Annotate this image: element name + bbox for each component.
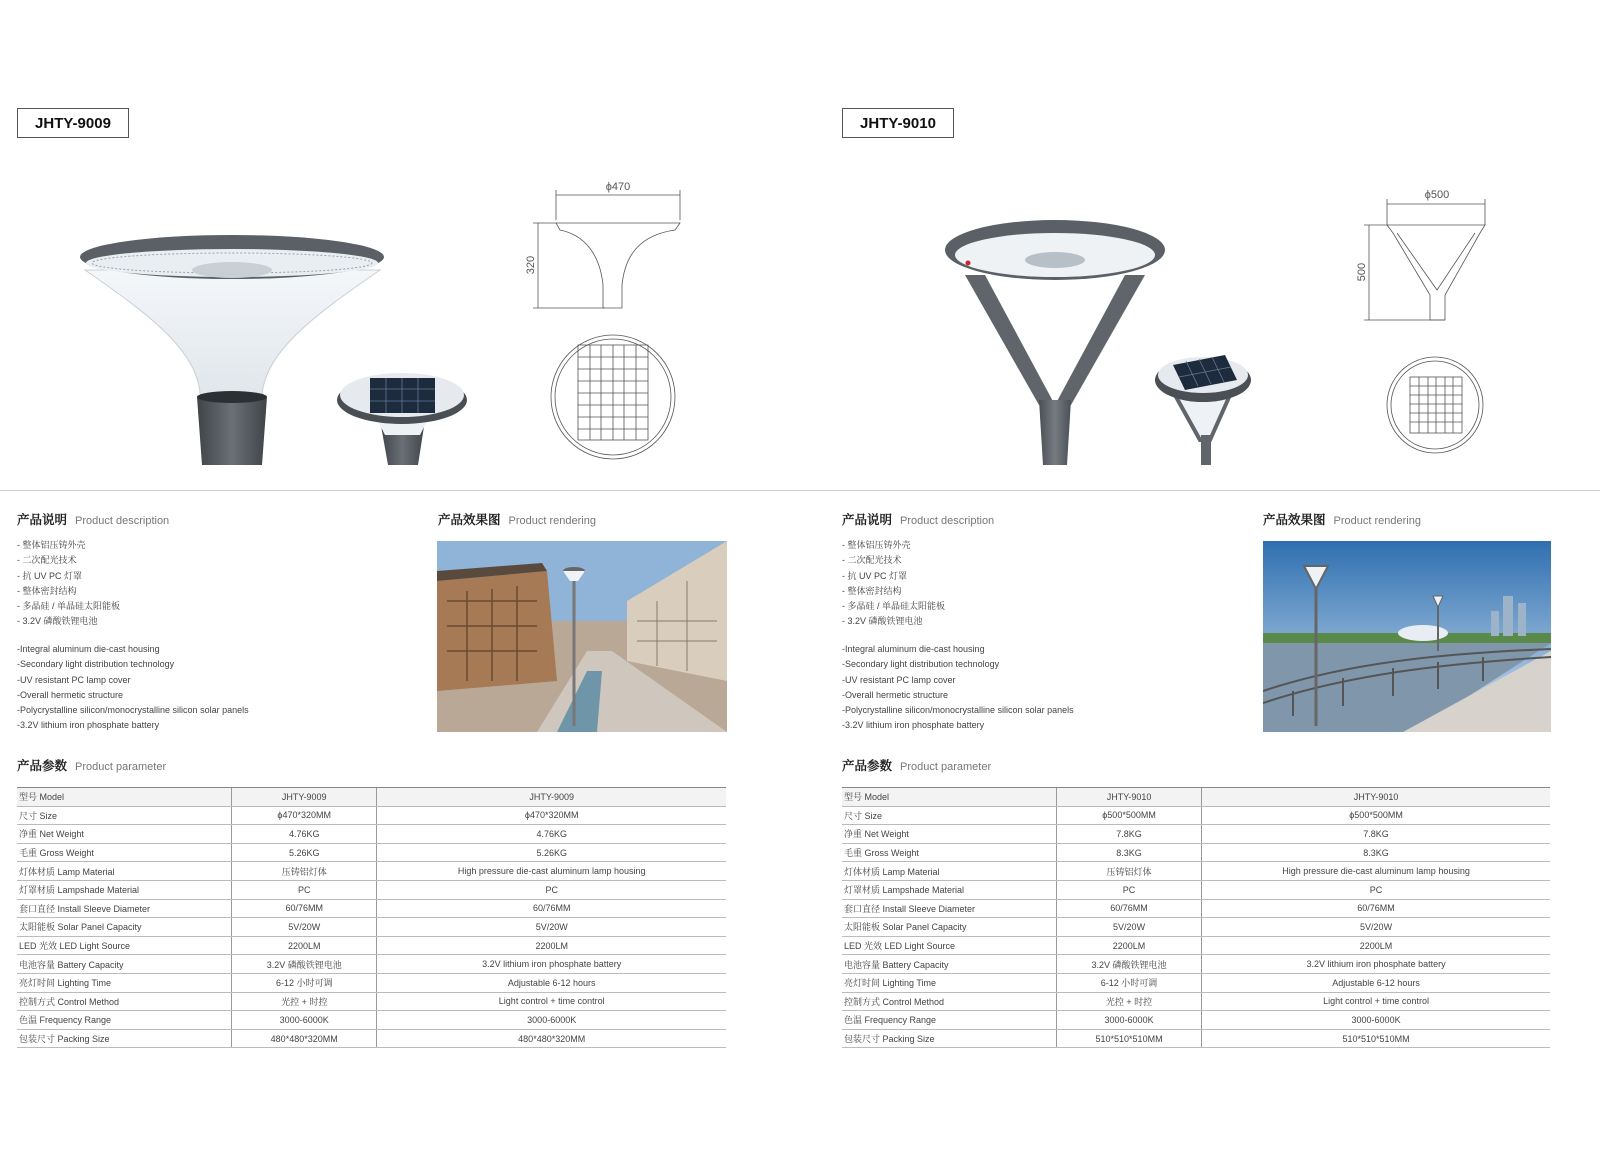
table-row: 色温 Frequency Range 3000-6000K 3000-6000K — [17, 1011, 726, 1030]
desc-heading: 产品说明 Product description — [842, 513, 995, 527]
table-row: 控制方式 Control Method 光控 + 时控 Light control + time control — [842, 992, 1550, 1011]
param-heading: 产品参数 Product parameter — [842, 759, 992, 773]
table-row: 控制方式 Control Method 光控 + 时控 Light control + time control — [17, 992, 726, 1011]
table-row: 包装尺寸 Packing Size 480*480*320MM 480*480*320MM — [17, 1029, 726, 1048]
drawing-9010 — [1364, 199, 1485, 453]
table-row: 灯罩材质 Lampshade Material PC PC — [17, 880, 726, 899]
table-row: 尺寸 Size ϕ500*500MM ϕ500*500MM — [842, 806, 1550, 825]
table-row: LED 光效 LED Light Source 2200LM 2200LM — [842, 936, 1550, 955]
table-row: 色温 Frequency Range 3000-6000K 3000-6000K — [842, 1011, 1550, 1030]
render-heading: 产品效果图 Product rendering — [1263, 513, 1421, 527]
table-row: 太阳能板 Solar Panel Capacity 5V/20W 5V/20W — [17, 918, 726, 937]
table-row: 净重 Net Weight 4.76KG 4.76KG — [17, 825, 726, 844]
model-label: JHTY-9010 — [842, 108, 954, 138]
table-row: 太阳能板 Solar Panel Capacity 5V/20W 5V/20W — [842, 918, 1550, 937]
lamp-9009-main — [80, 235, 384, 465]
lamp-9010-main — [945, 220, 1165, 465]
table-row: 灯体材质 Lamp Material 压铸铝灯体 High pressure die-cast aluminum lamp housing — [17, 862, 726, 881]
rendering-photo-riverside — [1263, 541, 1551, 732]
table-row: 型号 Model JHTY-9010 JHTY-9010 — [842, 788, 1550, 807]
product-illustration — [825, 175, 1600, 475]
table-row: 亮灯时间 Lighting Time 6-12 小时可调 Adjustable 6-12 hours — [842, 973, 1550, 992]
drawing-9009 — [533, 190, 680, 459]
table-row: 包装尺寸 Packing Size 510*510*510MM 510*510*510MM — [842, 1029, 1550, 1048]
product-illustration — [0, 175, 780, 475]
table-row: 型号 Model JHTY-9009 JHTY-9009 — [17, 788, 726, 807]
lamp-9009-solar — [337, 373, 467, 465]
render-heading: 产品效果图 Product rendering — [438, 513, 596, 527]
lamp-9010-solar — [1155, 355, 1251, 465]
section-divider — [0, 490, 1600, 491]
table-row: 灯体材质 Lamp Material 压铸铝灯体 High pressure die-cast aluminum lamp housing — [842, 862, 1550, 881]
table-row: 电池容量 Battery Capacity 3.2V 磷酸铁锂电池 3.2V lithium iron phosphate battery — [17, 955, 726, 974]
table-row: 灯罩材质 Lampshade Material PC PC — [842, 880, 1550, 899]
features-cn: - 整体铝压铸外壳 - 二次配光技术 - 抗 UV PC 灯罩 - 整体密封结构 - 多晶硅 / 单晶硅太阳能板 - 3.2V 磷酸铁锂电池 — [842, 540, 945, 627]
table-row: 尺寸 Size ϕ470*320MM ϕ470*320MM — [17, 806, 726, 825]
table-row: 套口直径 Install Sleeve Diameter 60/76MM 60/76MM — [842, 899, 1550, 918]
features-en: -Integral aluminum die-cast housing -Secondary light distribution technology -UV resistant PC lamp cover -Overall hermetic structure -Polycrystalline silicon/monocrystalline silicon solar panels -3.2V lithium iron phosphate battery — [842, 644, 1074, 731]
product-9010-panel — [842, 0, 1600, 1150]
features-cn: - 整体铝压铸外壳 - 二次配光技术 - 抗 UV PC 灯罩 - 整体密封结构 - 多晶硅 / 单晶硅太阳能板 - 3.2V 磷酸铁锂电池 — [17, 540, 120, 627]
table-row: LED 光效 LED Light Source 2200LM 2200LM — [17, 936, 726, 955]
desc-heading: 产品说明 Product description — [17, 513, 170, 527]
table-row: 毛重 Gross Weight 8.3KG 8.3KG — [842, 843, 1550, 862]
param-heading: 产品参数 Product parameter — [17, 759, 167, 773]
features-en: -Integral aluminum die-cast housing -Secondary light distribution technology -UV resistant PC lamp cover -Overall hermetic structure -Polycrystalline silicon/monocrystalline silicon solar panels -3.2V lithium iron phosphate battery — [17, 644, 249, 731]
param-table — [842, 787, 1550, 1048]
table-row: 毛重 Gross Weight 5.26KG 5.26KG — [17, 843, 726, 862]
drawing-height-label: 320 — [525, 255, 537, 275]
model-label: JHTY-9009 — [17, 108, 129, 138]
drawing-diameter-label: ϕ500 — [1424, 189, 1450, 201]
table-row: 净重 Net Weight 7.8KG 7.8KG — [842, 825, 1550, 844]
table-row: 亮灯时间 Lighting Time 6-12 小时可调 Adjustable 6-12 hours — [17, 973, 726, 992]
drawing-height-label: 500 — [1356, 262, 1368, 282]
param-table — [17, 787, 726, 1048]
drawing-diameter-label: ϕ470 — [605, 181, 631, 193]
rendering-photo-street — [437, 541, 727, 732]
table-row: 套口直径 Install Sleeve Diameter 60/76MM 60/76MM — [17, 899, 726, 918]
table-row: 电池容量 Battery Capacity 3.2V 磷酸铁锂电池 3.2V lithium iron phosphate battery — [842, 955, 1550, 974]
